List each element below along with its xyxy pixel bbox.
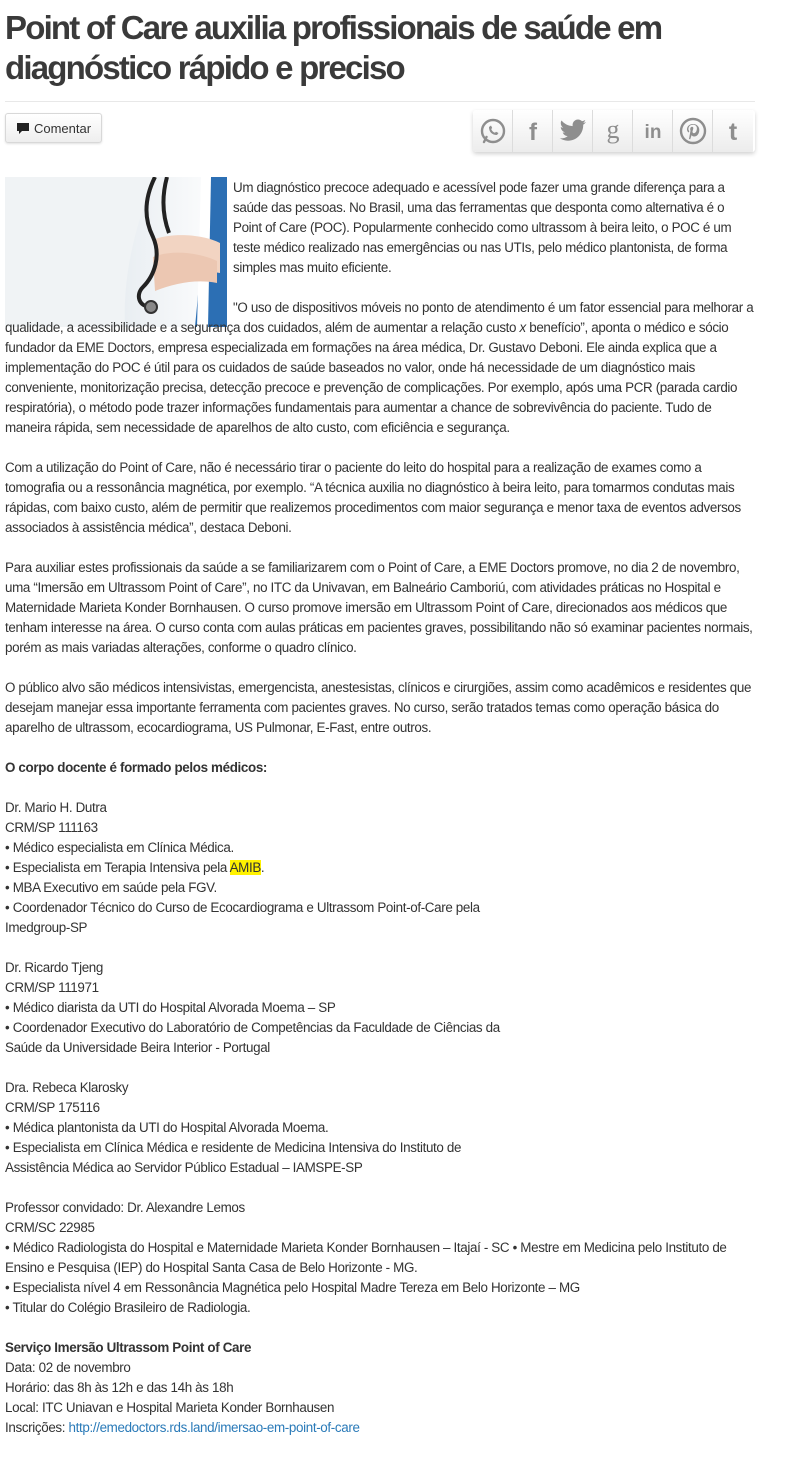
paragraph-audience: O público alvo são médicos intensivistas, emergencista, anestesistas, clínicos e cirurgiões, assim como acadêmicos e residentes que desejam manejar essa importante ferramenta com pacientes graves. No curso, serão tratados temas como operação básica do aparelho de ultrassom, ecocardiograma, US Pulmonar, E-Fast, entre outros. (5, 680, 752, 735)
share-facebook-button[interactable] (513, 110, 553, 152)
article-title: Point of Care auxilia profissionais de saúde em diagnóstico rápido e preciso (5, 9, 662, 86)
paragraph-intro: Um diagnóstico precoce adequado e acessível pode fazer uma grande diferença para a saúde das pessoas. No Brasil, uma das ferramentas que desponta como alternativa é o Point of Care (POC). Popularmente conhecido como ultrassom à beira leito, o POC é um teste médico realizado nas emergências ou nas UTIs, pelo médico plantonista, de forma simples mas muito eficiente. (233, 180, 732, 275)
share-linkedin-button[interactable] (633, 110, 673, 152)
share-twitter-button[interactable] (553, 110, 593, 152)
comment-button[interactable] (5, 113, 102, 143)
service-heading: Serviço Imersão Ultrassom Point of Care (5, 1340, 252, 1355)
share-google-plus-button[interactable] (593, 110, 633, 152)
service-place: Local: ITC Uniavan e Hospital Marieta Konder Bornhausen (5, 1400, 335, 1415)
service-info (5, 1338, 756, 1438)
faculty-member-tjeng: Dr. Ricardo Tjeng CRM/SP 111971 • Médico diarista da UTI do Hospital Alvorada Moema – SP • Coordenador Executivo do Laboratório de Competências da Faculdade de Ciências da Saúde da Universidade Beira Interior - Portugal (5, 960, 500, 1055)
title-divider (5, 101, 755, 102)
service-time: Horário: das 8h às 12h e das 14h às 18h (5, 1380, 234, 1395)
svg-text:g: g (606, 117, 619, 144)
whatsapp-icon (479, 117, 507, 145)
paragraph-quote: "O uso de dispositivos móveis no ponto de atendimento é um fator essencial para melhorar a qualidade, a acessibilidade e a segurança dos cuidados, além de aumentar a relação custo x benefício”, aponta o médico e sócio fundador da EME Doctors, empresa especializada em formações na área médica, Dr. Gustavo Deboni. Ele ainda explica que a implementação do POC é útil para os cuidados de saúde baseados no valor, onde há necessidade de um diagnóstico mais conveniente, monitorização precisa, detecção precoce e prevenção de complicações. Por exemplo, após uma PCR (parada cardio respiratória), o método pode trazer informações fundamentais para aumentar a chance de sobrevivência do paciente. Tudo de maneira rápida, sem necessidade de aparelhos de alto custo, com eficiência e segurança. (5, 300, 754, 435)
paragraph-course: Para auxiliar estes profissionais da saúde a se familiarizarem com o Point of Care, a EME Doctors promove, no dia 2 de novembro, uma “Imersão em Ultrassom Point of Care”, no ITC da Univavan, em Balneário Camboriú, com atividades práticas no Hospital e Maternidade Marieta Konder Bornhausen. O curso promove imersão em Ultrassom Point of Care, direcionados aos médicos que tenham interesse na área. O curso conta com aulas práticas em pacientes graves, possibilitando não só examinar pacientes normais, porém as mais variadas alterações, conforme o quadro clínico. (5, 560, 753, 655)
service-date: Data: 02 de novembro (5, 1360, 131, 1375)
faculty-member-dutra: Dr. Mario H. Dutra CRM/SP 111163 • Médico especialista em Clínica Médica. • Especialista em Terapia Intensiva pela AMIB. • MBA Executivo em saúde pela FGV. • Coordenador Técnico do Curso de Ecocardiograma e Ultrassom Point-of-Care pela Imedgroup-SP (5, 800, 480, 935)
faculty-member-klarosky: Dra. Rebeca Klarosky CRM/SP 175116 • Médica plantonista da UTI do Hospital Alvorada Moema. • Especialista em Clínica Médica e residente de Medicina Intensiva do Instituto de Assistência Médica ao Servidor Público Estadual – IAMSPE-SP (5, 1080, 462, 1175)
pinterest-icon (678, 116, 708, 146)
article-body (5, 178, 756, 1458)
facebook-icon (519, 117, 547, 145)
share-whatsapp-button[interactable] (473, 110, 513, 152)
signup-link[interactable]: http://emedoctors.rds.land/imersao-em-point-of-care (68, 1420, 360, 1435)
twitter-icon (558, 118, 588, 144)
svg-text:in: in (644, 122, 661, 143)
faculty-member-lemos: Professor convidado: Dr. Alexandre Lemos CRM/SC 22985 • Médico Radiologista do Hospital e Maternidade Marieta Konder Bornhausen – Itajaí - SC • Mestre em Medicina pelo Instituto de Ensino e Pesquisa (IEP) do Hospital Santa Casa de Belo Horizonte - MG. • Especialista nível 4 em Ressonância Magnética pelo Hospital Madre Tereza em Belo Horizonte – MG • Titular do Colégio Brasileiro de Radiologia. (5, 1200, 727, 1315)
share-pinterest-button[interactable] (673, 110, 713, 152)
faculty-heading: O corpo docente é formado pelos médicos: (5, 760, 268, 775)
signup-label: Inscrições: (5, 1420, 69, 1435)
google-plus-icon (599, 117, 627, 145)
share-tumblr-button[interactable] (713, 110, 753, 152)
paragraph-bedside: Com a utilização do Point of Care, não é necessário tirar o paciente do leito do hospital para a realização de exames como a tomografia ou a ressonância magnética, por exemplo. “A técnica auxilia no diagnóstico à beira leito, para tomarmos condutas mais rápidas, com baixo custo, além de permitir que realizemos procedimentos com maior segurança e menor taxa de eventos adversos associados à assistência médica”, destaca Deboni. (5, 460, 741, 535)
speech-bubble-icon (16, 122, 30, 135)
svg-text:t: t (728, 118, 738, 145)
linkedin-icon (639, 117, 667, 145)
share-bar (473, 110, 755, 152)
highlighted-text: AMIB (229, 860, 261, 875)
tumblr-icon (719, 117, 747, 145)
comment-button-label: Comentar (33, 120, 92, 136)
svg-text:f: f (528, 119, 537, 145)
